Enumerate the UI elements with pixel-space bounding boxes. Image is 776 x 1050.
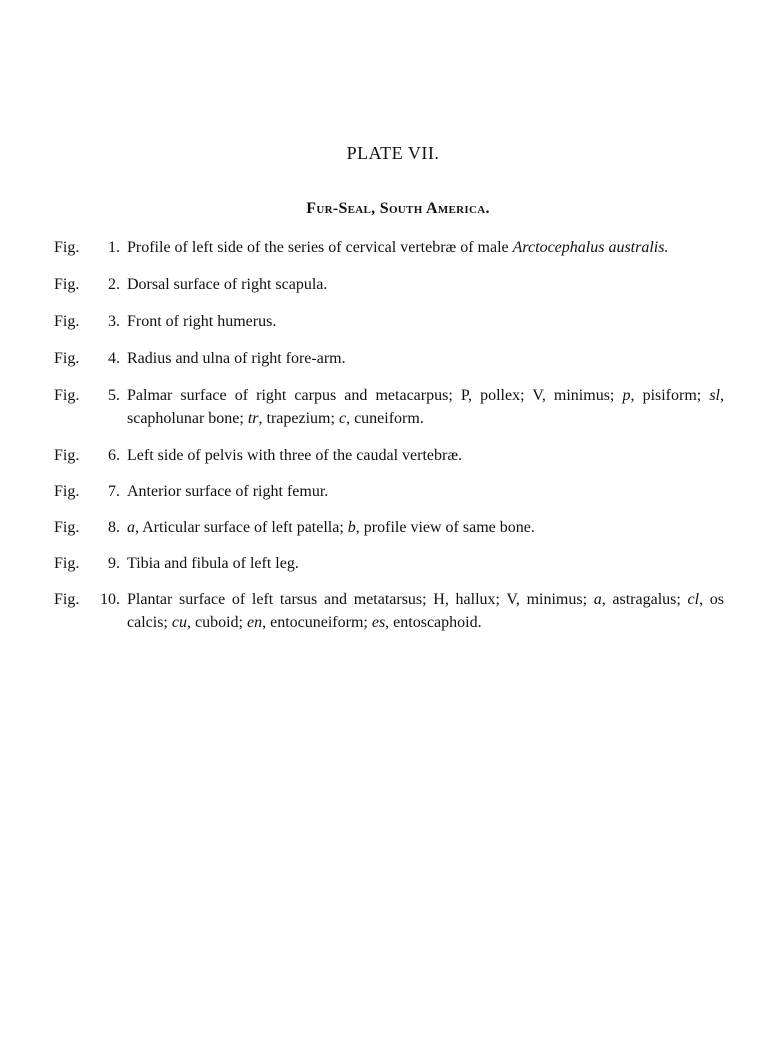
fig-number: 9. <box>108 555 120 572</box>
fig-abbrev: b <box>347 519 356 536</box>
fig-caption-part: , cuboid; <box>186 614 247 631</box>
fig-number: 4. <box>108 350 120 367</box>
fig-number: 6. <box>108 447 120 464</box>
fig-caption <box>121 384 724 430</box>
fig-label: Fig. <box>54 483 80 500</box>
figure-list <box>54 236 724 648</box>
figure-entry-3 <box>54 310 724 333</box>
fig-abbrev: cu <box>171 614 187 631</box>
fig-number: 10. <box>100 591 120 608</box>
fig-number: 7. <box>108 483 120 500</box>
figure-entry-7 <box>54 480 724 503</box>
fig-abbrev: p <box>622 387 631 404</box>
fig-abbrev: es <box>371 614 386 631</box>
fig-caption-part: , os calcis; <box>127 591 724 631</box>
fig-caption-part: Palmar surface of right carpus and metacarpus; P, pollex; V, minimus; <box>127 387 623 404</box>
fig-caption: Anterior surface of right femur. <box>127 483 329 500</box>
figure-entry-5 <box>54 384 724 430</box>
fig-caption-part: , entocuneiform; <box>262 614 372 631</box>
fig-caption-part: , profile view of same bone. <box>355 519 535 536</box>
fig-abbrev: c <box>338 410 347 427</box>
fig-caption <box>121 516 724 539</box>
fig-caption-part: , scapholunar bone; <box>127 387 724 427</box>
plate-subtitle: Fur-Seal, South America. <box>306 200 490 217</box>
fig-label: Fig. <box>54 591 80 608</box>
figure-entry-10 <box>54 588 724 634</box>
fig-abbrev: en <box>246 614 263 631</box>
fig-label: Fig. <box>54 387 80 404</box>
fig-number: 2. <box>108 276 120 293</box>
plate-title: PLATE VII. <box>346 143 440 163</box>
figure-entry-4 <box>54 347 724 370</box>
fig-caption-part: , astragalus; <box>601 591 688 608</box>
fig-abbrev: a <box>127 519 135 536</box>
fig-caption: Front of right humerus. <box>127 313 277 330</box>
fig-caption: Tibia and fibula of left leg. <box>127 555 299 572</box>
fig-caption-part: Plantar surface of left tarsus and metatarsus; H, hallux; V, minimus; <box>127 591 594 608</box>
fig-caption-part: , Articular surface of left patella; <box>135 519 348 536</box>
fig-label: Fig. <box>54 276 80 293</box>
fig-label: Fig. <box>54 313 80 330</box>
fig-caption-text: Profile of left side of the series of cervical vertebræ of male <box>127 239 513 256</box>
fig-caption: Dorsal surface of right scapula. <box>127 276 328 293</box>
fig-caption-species: Arctocephalus australis. <box>512 239 669 256</box>
fig-caption: Left side of pelvis with three of the caudal vertebræ. <box>127 447 462 464</box>
fig-abbrev: tr <box>247 410 259 427</box>
fig-abbrev: a <box>593 591 602 608</box>
figure-entry-9 <box>54 552 724 575</box>
figure-entry-6 <box>54 444 724 467</box>
fig-label: Fig. <box>54 239 80 256</box>
figure-entry-1 <box>54 236 724 259</box>
fig-number: 8. <box>108 519 120 536</box>
fig-caption-part: , trapezium; <box>258 410 339 427</box>
fig-caption-part: , pisiform; <box>630 387 710 404</box>
fig-caption <box>121 236 724 259</box>
fig-label: Fig. <box>54 447 80 464</box>
fig-number: 5. <box>108 387 120 404</box>
fig-abbrev: cl <box>687 591 700 608</box>
fig-caption: Radius and ulna of right fore-arm. <box>127 350 346 367</box>
fig-number: 3. <box>108 313 120 330</box>
fig-label: Fig. <box>54 350 80 367</box>
figure-entry-2 <box>54 273 724 296</box>
fig-abbrev: sl <box>709 387 720 404</box>
fig-number: 1. <box>108 239 120 256</box>
figure-entry-8 <box>54 516 724 539</box>
fig-label: Fig. <box>54 555 80 572</box>
fig-caption-part: , cuneiform. <box>346 410 424 427</box>
fig-label: Fig. <box>54 519 80 536</box>
fig-caption <box>121 588 724 634</box>
fig-caption-part: , entoscaphoid. <box>385 614 482 631</box>
